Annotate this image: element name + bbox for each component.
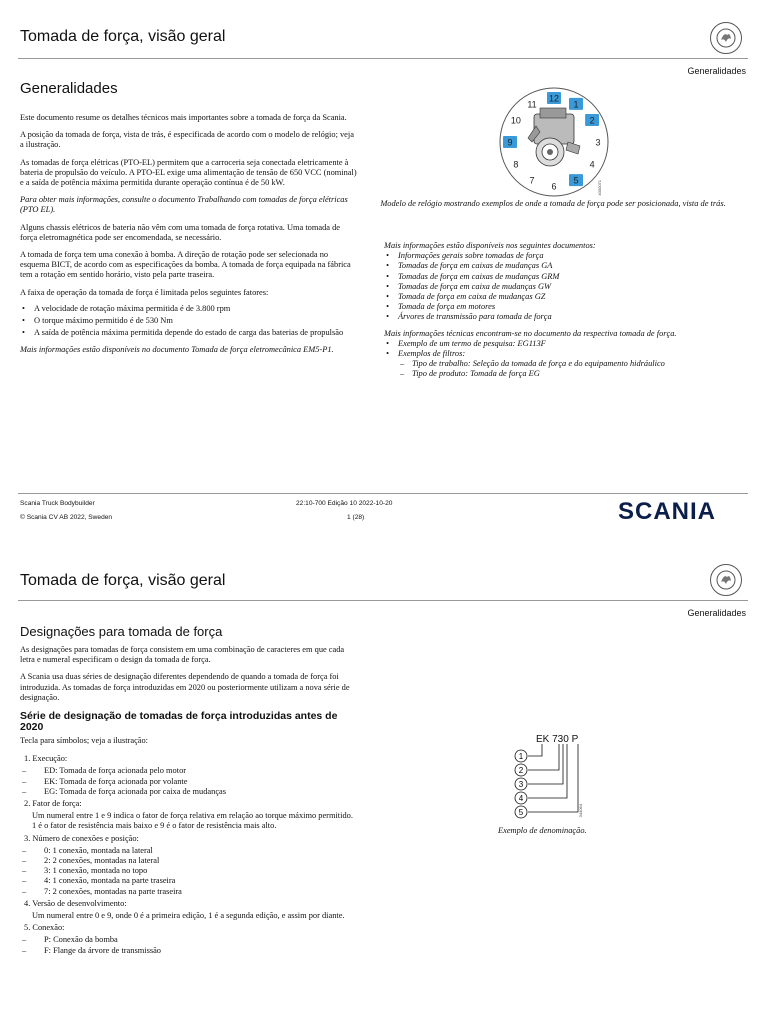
list-item: • Exemplos de filtros: [384, 349, 734, 359]
list-item: • A saída de potência máxima permitida depende do estado de carga das baterias de propulsão [20, 328, 358, 338]
diagram-caption: Exemplo de denominação. [498, 826, 587, 835]
right-column [384, 241, 734, 380]
scania-wordmark-logo: SCANIA [618, 498, 717, 525]
page-title: Tomada de força, visão geral [20, 28, 226, 45]
figure-code: 4000071 [597, 180, 602, 196]
list-item: • Tomadas de força em caixas de mudanças GA [384, 261, 734, 271]
paragraph: Este documento resume os detalhes técnicos mais importantes sobre a tomada de força da Scania. [20, 113, 347, 122]
list-item: – F: Flange da árvore de transmissão [20, 946, 358, 956]
list-item: • Tomada de força em motores [384, 302, 734, 312]
callout-number: 2 [518, 766, 524, 775]
diagram-id: 344064 [578, 804, 583, 818]
paragraph: As designações para tomadas de força consistem em uma combinação de caracteres em que cada letra e numeral especificam o design da tomada de força. [20, 645, 345, 665]
callout-number: 1 [518, 752, 524, 761]
item-text: Um numeral entre 0 e 9, onde 0 é a primeira edição, 1 é a segunda edição, e assim por diante. [32, 911, 345, 921]
list-item: • Tomada de força em caixa de mudanças GZ [384, 292, 734, 302]
more-info-note: Mais informações estão disponíveis no documento Tomada de força eletromecânica EM5-P1. [20, 345, 334, 355]
paragraph: A tomada de força tem uma conexão à bomba. A direção de rotação pode ser selecionada no esquema BICT, de acordo com as especificações da bomba. A tomada de força equipada na fábrica tem a rotação em sentido horário, visto pela parte traseira. [20, 250, 351, 280]
item-label: 4. Versão de desenvolvimento: [24, 898, 127, 908]
footer-product: Scania Truck Bodybuilder [20, 500, 95, 507]
clock-number: 4 [589, 159, 595, 170]
item-label: 1. Execução: [24, 754, 68, 764]
designation-item [20, 899, 358, 921]
designation-item [20, 923, 358, 956]
list-item: – P: Conexão da bomba [20, 935, 358, 945]
list-item: – ED: Tomada de força acionada pelo motor [20, 766, 358, 776]
doc-list [384, 251, 734, 322]
designation-code: EK 730 P [536, 734, 579, 745]
list-item: • Árvores de transmissão para tomada de força [384, 312, 734, 322]
left-column [20, 113, 358, 356]
search-list [384, 339, 734, 380]
scania-griffin-logo-icon [710, 22, 742, 54]
paragraph-italic: Para obter mais informações, consulte o documento Trabalhando com tomadas de força elétricas (PTO EL). [20, 195, 348, 215]
footer-edition: 22:10-700 Edição 10 2022-10-20 [296, 500, 393, 507]
paragraph: A posição da tomada de força, vista de trás, é especificada de acordo com o modelo de relógio; veja a ilustração. [20, 130, 354, 150]
tech-info-intro: Mais informações técnicas encontram-se no documento da respectiva tomada de força. [384, 328, 677, 338]
clock-number: 11 [527, 99, 537, 110]
section-label: Generalidades [687, 608, 746, 618]
clock-number: 2 [589, 115, 595, 126]
list-item: • Exemplo de um termo de pesquisa: EG113F [384, 339, 734, 349]
list-item: • O torque máximo permitido é de 530 Nm [20, 316, 358, 326]
key-intro: Tecla para símbolos; veja a ilustração: [20, 736, 149, 746]
subheading: Série de designação de tomadas de força introduzidas antes de 2020 [20, 710, 338, 734]
footer-copyright: © Scania CV AB 2022, Sweden [20, 514, 113, 521]
list-item: – 7: 2 conexões, montadas na parte traseira [20, 887, 358, 897]
left-column [20, 645, 358, 956]
clock-number: 3 [595, 137, 601, 148]
section-heading: Designações para tomada de força [20, 624, 223, 639]
list-item: • Tomadas de força em caixa de mudanças GW [384, 282, 734, 292]
list-item: – 0: 1 conexão, montada na lateral [20, 846, 358, 856]
list-item: – EK: Tomada de força acionada por volante [20, 777, 358, 787]
item-label: 3. Número de conexões e posição: [24, 833, 139, 843]
list-item: – 3: 1 conexão, montada no topo [20, 866, 358, 876]
clock-number: 1 [573, 99, 579, 110]
info-intro: Mais informações estão disponíveis nos seguintes documentos: [384, 241, 596, 250]
list-item: • Informações gerais sobre tomadas de força [384, 251, 734, 261]
list-item: – Tipo de produto: Tomada de força EG [384, 369, 734, 379]
list-item: – EG: Tomada de força acionada por caixa de mudanças [20, 787, 358, 797]
figure-caption: Modelo de relógio mostrando exemplos de onde a tomada de força pode ser posicionada, vista de trás. [380, 199, 726, 208]
paragraph: Alguns chassis elétricos de bateria não vêm com uma tomada de força rotativa. Uma tomada de força eletromagnética pode ser encomendada, se necessário. [20, 222, 340, 242]
designation-item [20, 799, 358, 832]
clock-number: 7 [529, 175, 535, 186]
item-text: Um numeral entre 1 e 9 indica o fator de força relativa em relação ao torque máximo permitido. 1 é o fator de resistência mais baixo e 9 é o fator de resistência mais alto. [32, 811, 353, 831]
clock-number: 8 [513, 159, 519, 170]
clock-figure [498, 86, 610, 198]
section-label: Generalidades [687, 66, 746, 76]
callout-number: 4 [518, 794, 524, 803]
designation-item [20, 834, 358, 897]
clock-number: 9 [507, 137, 513, 148]
item-label: 5. Conexão: [24, 923, 65, 933]
paragraph: As tomadas de força elétricas (PTO-EL) permitem que a carroceria seja conectada eletricamente à bateria de propulsão do veículo. A PTO-EL exige uma alimentação de tensão de 650 VCC (nominal) e a saída de potência máxima permitida durante operação contínua é de 50 kW. [20, 157, 357, 188]
list-item: • A velocidade de rotação máxima permitida é de 3.800 rpm [20, 304, 358, 314]
clock-number: 5 [573, 175, 579, 186]
footer-page-number: 1 (28) [347, 514, 365, 521]
clock-number: 6 [551, 181, 557, 192]
callout-number: 3 [518, 780, 524, 789]
designation-item [20, 754, 358, 797]
list-item: – 4: 1 conexão, montada na parte traseira [20, 876, 358, 886]
list-item: • Tomadas de força em caixas de mudanças GRM [384, 272, 734, 282]
callout-number: 5 [518, 808, 524, 817]
item-label: 2. Fator de força: [24, 799, 82, 809]
clock-number: 12 [548, 93, 560, 104]
paragraph: A Scania usa duas séries de designação diferentes dependendo de quando a tomada de força foi introduzida. As tomadas de força introduzidas em 2020 ou posteriormente utilizam a nova série de designação. [20, 672, 350, 702]
scania-griffin-logo-icon [710, 564, 742, 596]
paragraph: A faixa de operação da tomada de força é limitada pelos seguintes fatores: [20, 287, 269, 297]
factor-list [20, 304, 358, 339]
section-heading: Generalidades [20, 80, 118, 97]
clock-number: 10 [510, 115, 521, 126]
list-item: – Tipo de trabalho: Seleção da tomada de força e do equipamento hidráulico [384, 359, 734, 369]
list-item: – 2: 2 conexões, montadas na lateral [20, 856, 358, 866]
page-title: Tomada de força, visão geral [20, 572, 226, 589]
